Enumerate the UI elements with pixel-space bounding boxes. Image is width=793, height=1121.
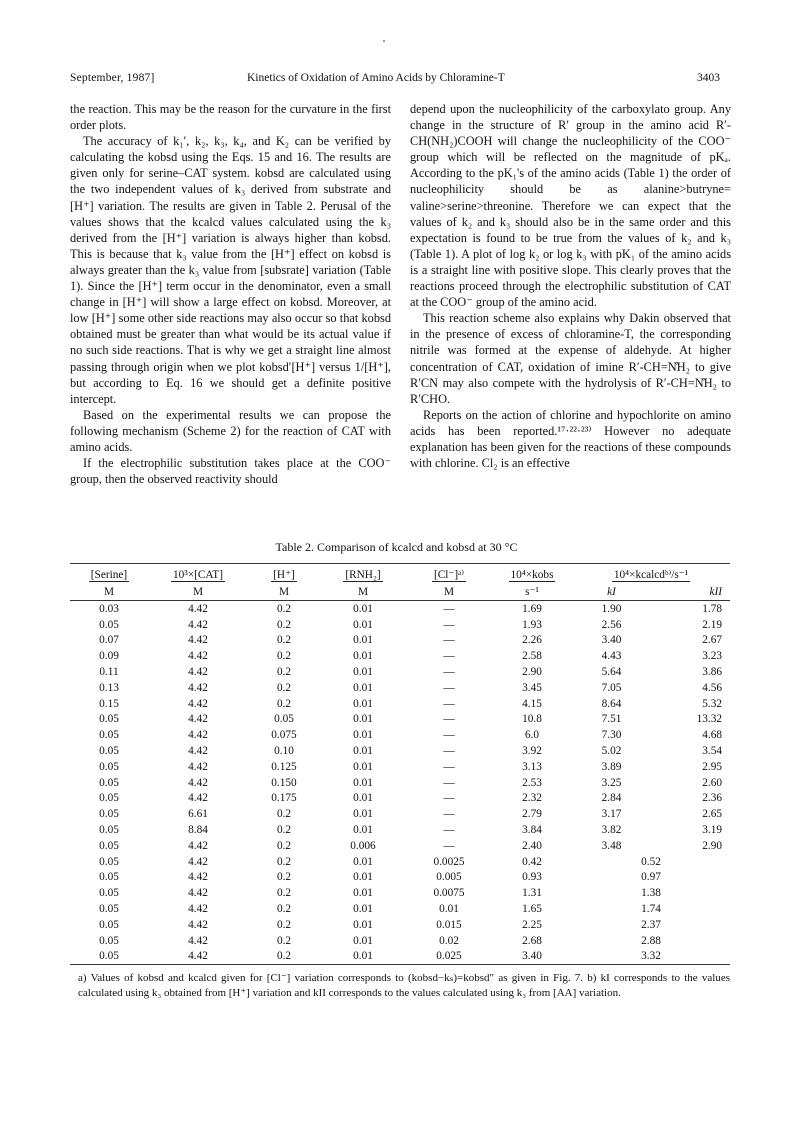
table-cell: 4.56 (702, 681, 722, 694)
table-cell: 0.2 (276, 634, 292, 647)
table-title: Table 2. Comparison of kcalcd and kobsd at 30 °C (275, 540, 518, 554)
table-cell: 0.01 (353, 666, 373, 679)
table-row (70, 712, 730, 728)
table-cell: — (443, 745, 455, 758)
table-cell: 0.05 (274, 713, 294, 726)
table-cell: 0.2 (276, 650, 292, 663)
table-cell: 2.19 (702, 618, 722, 631)
table-cell: 4.42 (188, 634, 208, 647)
table-cell: 0.01 (353, 760, 373, 773)
unit-cell: M (443, 586, 455, 598)
table-cell: 0.01 (353, 855, 373, 868)
table-cell: 2.58 (522, 650, 542, 663)
table-cell: 0.05 (99, 855, 119, 868)
table-cell: — (443, 839, 455, 852)
table-cell: 5.64 (601, 666, 622, 679)
table-cell: 0.01 (353, 650, 373, 663)
table-cell: 0.2 (276, 681, 292, 694)
table-cell: 0.10 (274, 745, 294, 758)
table-row (70, 885, 730, 901)
unit-cell: M (103, 586, 115, 598)
table-cell: 1.78 (702, 602, 722, 615)
table-cell: 4.42 (188, 934, 208, 947)
table-cell: 3.19 (702, 824, 722, 837)
table-cell: 4.42 (188, 650, 208, 663)
table-cell: — (443, 792, 455, 805)
footnote-text: a) Values of kobsd and kcalcd given for [Cl⁻] variation corresponds to (kobsd−kₛ)=kobsd″ as given in Fig. 7. b) kI corresponds to the values calculated using k₃ obtained from [H⁺] variation and kII corresponds to the values calculated using k₃ from [AA] variation. (78, 972, 730, 999)
table-cell: 0.01 (353, 729, 373, 742)
table-cell: 0.01 (353, 871, 373, 884)
table-cell: 3.13 (522, 760, 542, 773)
table-cell: 10.8 (522, 713, 542, 726)
header-cl-minus: [Cl⁻]ᵃ⁾ (433, 569, 465, 581)
table-cell: 4.42 (188, 871, 208, 884)
table-cell: 1.65 (522, 903, 542, 916)
table-cell: 0.93 (522, 871, 542, 884)
table-cell: 6.61 (188, 808, 208, 821)
table-cell: — (443, 618, 455, 631)
table-cell: 0.2 (276, 934, 292, 947)
table-cell: 0.05 (99, 824, 119, 837)
table-cell: 0.09 (99, 650, 119, 663)
table-cell: 3.17 (601, 808, 622, 821)
table-cell: 7.30 (601, 729, 622, 742)
table-cell: 0.01 (353, 792, 373, 805)
table-cell: 0.2 (276, 808, 292, 821)
table-row (70, 743, 730, 759)
table-cell: 0.015 (436, 918, 462, 931)
table-cell: 0.2 (276, 887, 292, 900)
table-row (70, 727, 730, 743)
table-cell: 2.26 (522, 634, 542, 647)
table-cell: 3.23 (702, 650, 722, 663)
table-cell: 0.01 (439, 903, 459, 916)
table-cell: 0.01 (353, 934, 373, 947)
table-cell: 0.15 (99, 697, 119, 710)
table-cell: 0.01 (353, 776, 373, 789)
unit-cell: kII (709, 586, 722, 598)
paragraph: Based on the experimental results we can propose the following mechanism (Scheme 2) for the reaction of CAT with amino acids. (70, 407, 391, 454)
table-cell: 0.02 (439, 934, 459, 947)
table-cell: 2.60 (702, 776, 722, 789)
table-cell: 3.40 (601, 634, 622, 647)
table-cell: 2.37 (641, 918, 661, 931)
table-cell: 0.05 (99, 745, 119, 758)
table-cell: 0.175 (271, 792, 297, 805)
table-cell: 0.2 (276, 666, 292, 679)
table-cell: — (443, 634, 455, 647)
paragraph: Reports on the action of chlorine and hypochlorite on amino acids has been reported.¹⁷·²²·²³⁾ However no adequate explanation has been given for the reactions of these compounds with chlorine. Cl₂ is an effective (410, 407, 731, 471)
table-cell: 0.2 (276, 697, 292, 710)
table-cell: 4.42 (188, 760, 208, 773)
table-row (70, 601, 730, 617)
table-cell: 0.01 (353, 918, 373, 931)
table-cell: 2.40 (522, 839, 542, 852)
scan-speck (383, 40, 385, 42)
page-number: 3403 (697, 72, 720, 84)
table-row (70, 696, 730, 712)
table-cell: 0.05 (99, 713, 119, 726)
paragraph: the reaction. This may be the reason for the curvature in the first order plots. (70, 102, 391, 133)
table-cell: 1.74 (641, 903, 661, 916)
table-cell: 3.45 (522, 681, 542, 694)
left-column (70, 101, 391, 487)
table-cell: 5.32 (702, 697, 722, 710)
table-cell: — (443, 602, 455, 615)
header-title: Kinetics of Oxidation of Amino Acids by Chloramine-T (247, 72, 505, 84)
table-cell: 0.150 (271, 776, 297, 789)
table-cell: 2.95 (702, 760, 722, 773)
table-row (70, 775, 730, 791)
table-row (70, 838, 730, 854)
table-row (70, 870, 730, 886)
unit-cell: M (357, 586, 369, 598)
table-cell: 0.05 (99, 918, 119, 931)
table-cell: 0.01 (353, 618, 373, 631)
unit-cell: kI (607, 586, 616, 598)
table-cell: 1.93 (522, 618, 542, 631)
table-cell: 0.52 (641, 855, 661, 868)
paragraph: depend upon the nucleophilicity of the carboxylato group. Any change in the structure of R′ group in the amino acid R′-CH(NH₂)COOH will change the nucleophilicity of the COO⁻ group which will be reflected on the magnitude of pKₐ. According to the pK₁'s of the amino acids (Table 1) the order of nucleophilicity should be as alanine>butryne= valine>serine>threonine. Therefore we can expect that the values of k₂ and k₃ should also be in the same order and this expectation is found to be true from the values of k₂ and k₃ (Table 1). A plot of log k₂ or log k₃ with pK₁ of the amino acids is a straight line with positive slope. This clearly proves that the reactions proceed through the electrophilic substitution of CAT at the COO⁻ group of the amino acid. (410, 102, 731, 310)
table-cell: 0.0025 (433, 855, 465, 868)
paragraph: The accuracy of k₁′, k₂, k₃, k₄, and K₂ can be verified by calculating the kobsd using the Eqs. 15 and 16. The results are given only for serine–CAT system. kobsd are calculated using the two independent values of k₃ derived from substrate and [H⁺] variation. The results are given in Table 2. Perusal of the values shows that the kcalcd values calculated using the k₃ derived from the [H⁺] variation is always higher than kobsd. This is because that k₃ value from the [H⁺] effect on kobsd is always greater than the k₃ value from [subsrate] variation (Table 1). Since the [H⁺] term occur in the denominator, even a small change in [H⁺] will show a large effect on kobsd. Moreover, at low [H⁺] some other side reactions may also occur so that kobsd obtained must be greater than what would be its actual value if no such side reactions. That is why we get a straight line almost passing through origin when we plot kobsd′[H⁺] versus 1/[H⁺], but according to Eq. 16 we should get a definite positive intercept. (70, 134, 391, 406)
table-cell: 4.42 (188, 618, 208, 631)
unit-cell: M (278, 586, 290, 598)
table-cell: 0.01 (353, 887, 373, 900)
table-row (70, 822, 730, 838)
table-cell: 1.31 (522, 887, 542, 900)
table-cell: 3.54 (702, 745, 722, 758)
running-header (70, 72, 720, 88)
table-cell: — (443, 808, 455, 821)
table-cell: 2.36 (702, 792, 722, 805)
table-cell: 2.67 (702, 634, 722, 647)
table-cell: 3.48 (601, 839, 622, 852)
table-cell: 0.01 (353, 634, 373, 647)
table-row (70, 933, 730, 949)
table-cell: 0.005 (436, 871, 462, 884)
comparison-table (70, 563, 730, 965)
table-cell: 4.42 (188, 855, 208, 868)
table-cell: 4.42 (188, 666, 208, 679)
table-cell: 3.40 (492, 949, 572, 965)
table-cell: 3.25 (601, 776, 622, 789)
header-serine: [Serine] (90, 569, 128, 581)
table-cell: 0.2 (276, 839, 292, 852)
table-row (70, 917, 730, 933)
table-row (70, 664, 730, 680)
table-cell: 0.2 (248, 949, 320, 965)
table-cell: 0.075 (271, 729, 297, 742)
table-cell: 0.01 (353, 903, 373, 916)
table-footnote (78, 971, 730, 1001)
table-cell: 4.42 (188, 918, 208, 931)
table-cell: 0.05 (70, 949, 148, 965)
unit-cell: s⁻¹ (525, 586, 539, 598)
table-cell: 5.02 (601, 745, 622, 758)
table-cell: 2.88 (641, 934, 661, 947)
table-cell: 4.42 (188, 729, 208, 742)
table-cell: 0.03 (99, 602, 119, 615)
table-cell: 3.92 (522, 745, 542, 758)
paragraph: This reaction scheme also explains why Dakin observed that in the presence of excess of chloramine-T, the corresponding nitrile was formed at the expense of aldehyde. At higher concentration of CAT, oxidation of imine R′-CH=N̊H₂ to give R′CN may also compete with the hydrolysis of R′-CH=N̊H₂ to R′CHO. (410, 311, 731, 406)
table-cell: 0.05 (99, 887, 119, 900)
table-cell: 4.42 (188, 776, 208, 789)
table-cell: 0.05 (99, 871, 119, 884)
table-cell: 4.42 (188, 887, 208, 900)
table-cell: 0.2 (276, 918, 292, 931)
table-cell: 6.0 (524, 729, 540, 742)
right-column (410, 101, 731, 471)
table-cell: 8.84 (188, 824, 208, 837)
table-cell: 4.42 (188, 839, 208, 852)
table-cell: 0.025 (406, 949, 492, 965)
table-cell: 0.05 (99, 618, 119, 631)
table-cell: 0.05 (99, 776, 119, 789)
table-cell: 2.68 (522, 934, 542, 947)
table-cell: 0.07 (99, 634, 119, 647)
table-cell: 0.01 (353, 824, 373, 837)
table-cell: — (443, 666, 455, 679)
table-cell: 1.90 (601, 602, 622, 615)
table-cell: 0.006 (350, 839, 376, 852)
table-cell: 0.01 (353, 681, 373, 694)
table-cell: 4.42 (188, 792, 208, 805)
table-cell: 0.2 (276, 903, 292, 916)
table-cell: 2.79 (522, 808, 542, 821)
unit-cell: M (192, 586, 204, 598)
table-cell: 4.42 (188, 903, 208, 916)
table-cell: — (443, 650, 455, 663)
table-cell: 4.68 (702, 729, 722, 742)
table-row (70, 854, 730, 870)
table-cell: 7.51 (601, 713, 622, 726)
table-cell: 0.01 (353, 808, 373, 821)
table-row (70, 648, 730, 664)
header-cat: 10³×[CAT] (173, 569, 223, 581)
table-cell: 0.05 (99, 729, 119, 742)
table-cell: 0.13 (99, 681, 119, 694)
table-cell: 1.69 (522, 602, 542, 615)
table-cell: — (443, 824, 455, 837)
table-cell: — (443, 697, 455, 710)
table-cell: — (443, 713, 455, 726)
table-cell: — (443, 681, 455, 694)
table-cell: 4.42 (188, 713, 208, 726)
table-cell: 2.56 (601, 618, 622, 631)
table-cell: 0.2 (276, 602, 292, 615)
table-cell: 1.38 (641, 887, 661, 900)
table-cell: — (443, 776, 455, 789)
table-cell: 0.42 (522, 855, 542, 868)
table-cell: 3.89 (601, 760, 622, 773)
table-row (70, 901, 730, 917)
table-cell: 0.05 (99, 808, 119, 821)
table-cell: 3.32 (572, 949, 730, 965)
table-cell: 3.82 (601, 824, 622, 837)
table-cell: 0.05 (99, 760, 119, 773)
table-row (70, 680, 730, 696)
table-cell: 0.2 (276, 855, 292, 868)
table-cell: 0.2 (276, 824, 292, 837)
table-cell: 4.43 (601, 650, 622, 663)
table-cell: 0.05 (99, 839, 119, 852)
table-cell: — (443, 760, 455, 773)
table-row (70, 806, 730, 822)
table-cell: 0.2 (276, 871, 292, 884)
table-cell: 7.05 (601, 681, 622, 694)
table-cell: 4.42 (188, 602, 208, 615)
table-cell: 0.125 (271, 760, 297, 773)
table-cell: 0.2 (276, 618, 292, 631)
table-row (70, 759, 730, 775)
header-date: September, 1987] (70, 72, 155, 84)
table-cell: 0.01 (353, 745, 373, 758)
table-row (70, 791, 730, 807)
table-cell: 2.65 (702, 808, 722, 821)
table-cell: 2.90 (702, 839, 722, 852)
table-cell: 4.42 (188, 681, 208, 694)
header-h-plus: [H⁺] (273, 569, 295, 581)
table-cell: 4.42 (188, 745, 208, 758)
table-cell: 4.15 (522, 697, 542, 710)
table-cell: 0.05 (99, 934, 119, 947)
table-cell: 2.25 (522, 918, 542, 931)
table-cell: 4.42 (148, 949, 248, 965)
table-cell: 8.64 (601, 697, 622, 710)
table-cell: 0.97 (641, 871, 661, 884)
header-kcalcd: 10⁴×kcalcdᵇ⁾/s⁻¹ (613, 569, 689, 581)
table-cell: — (443, 729, 455, 742)
table-cell: 2.32 (522, 792, 542, 805)
table-cell: 4.42 (188, 697, 208, 710)
header-kobs: 10⁴×kobs (510, 569, 554, 581)
paragraph: If the electrophilic substitution takes place at the COO⁻ group, then the observed reactivity should (70, 456, 391, 487)
table-cell: 2.53 (522, 776, 542, 789)
table-cell: 3.84 (522, 824, 542, 837)
table-cell: 0.01 (353, 713, 373, 726)
table-row (70, 949, 730, 965)
table-cell: 2.84 (601, 792, 622, 805)
table-row (70, 633, 730, 649)
header-rnh2: [RNH₂] (345, 569, 381, 581)
table-cell: 2.90 (522, 666, 542, 679)
table-cell: 13.32 (696, 713, 722, 726)
table-cell: 3.86 (702, 666, 722, 679)
table-cell: 0.05 (99, 903, 119, 916)
table-row (70, 617, 730, 633)
table-cell: 0.01 (320, 949, 406, 965)
table-cell: 0.0075 (433, 887, 465, 900)
table-cell: 0.01 (353, 697, 373, 710)
table-cell: 0.01 (353, 602, 373, 615)
table-cell: 0.05 (99, 792, 119, 805)
table-cell: 0.11 (99, 666, 119, 679)
